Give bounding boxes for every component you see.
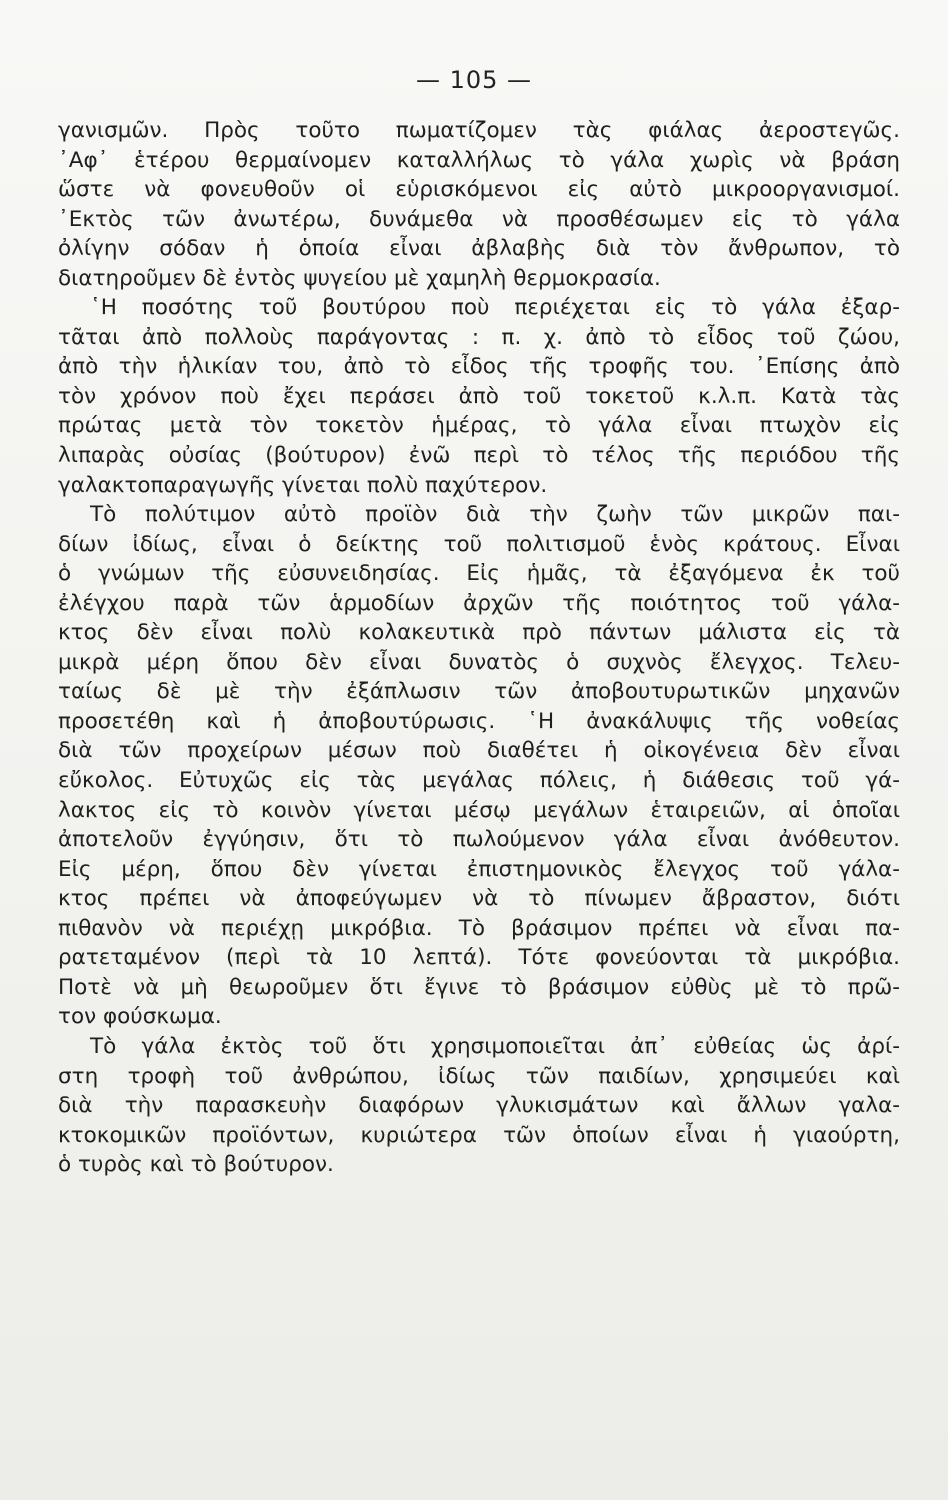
text-line: ὥστε νὰ φονευθοῦν οἱ εὑρισκόμενοι εἰς αὐτὸ μικροοργανισμοί. xyxy=(58,177,900,203)
text-line: λακτος εἰς τὸ κοινὸν γίνεται μέσῳ μεγάλων ἑταιρειῶν, αἱ ὁποῖαι xyxy=(58,797,900,823)
text-line: κτος πρέπει νὰ ἀποφεύγωμεν νὰ τὸ πίνωμεν ἄβραστον, διότι xyxy=(58,886,900,912)
body-text xyxy=(58,116,900,1180)
text-line: ρατεταμένον (περὶ τὰ 10 λεπτά). Τότε φονεύονται τὰ μικρόβια. xyxy=(58,945,900,971)
text-line: Ποτὲ νὰ μὴ θεωροῦμεν ὅτι ἔγινε τὸ βράσιμον εὐθὺς μὲ τὸ πρῶ- xyxy=(58,974,900,1000)
text-line: Εἰς μέρη, ὅπου δὲν γίνεται ἐπιστημονικὸς ἔλεγχος τοῦ γάλα- xyxy=(58,856,900,882)
text-line: γαλακτοπαραγωγῆς γίνεται πολὺ παχύτερον. xyxy=(58,472,548,498)
text-line: ἐλέγχου παρὰ τῶν ἁρμοδίων ἀρχῶν τῆς ποιότητος τοῦ γάλα- xyxy=(58,590,900,616)
page-number: — 105 — xyxy=(415,66,533,94)
text-line: διατηροῦμεν δὲ ἐντὸς ψυγείου μὲ χαμηλὴ θερμοκρασία. xyxy=(58,265,661,291)
text-line: πιθανὸν νὰ περιέχῃ μικρόβια. Τὸ βράσιμον πρέπει νὰ εἶναι πα- xyxy=(58,915,900,941)
text-line: ᾿Εκτὸς τῶν ἀνωτέρω, δυνάμεθα νὰ προσθέσωμεν εἰς τὸ γάλα xyxy=(58,206,900,232)
text-line: ῾Η ποσότης τοῦ βουτύρου ποὺ περιέχεται εἰς τὸ γάλα ἐξαρ- xyxy=(90,295,900,321)
text-line: πρώτας μετὰ τὸν τοκετὸν ἡμέρας, τὸ γάλα εἶναι πτωχὸν εἰς xyxy=(58,413,900,439)
text-line: ὁ τυρὸς καὶ τὸ βούτυρον. xyxy=(58,1152,334,1178)
text-line: τον φούσκωμα. xyxy=(58,1004,222,1030)
text-line: τὸν χρόνον ποὺ ἔχει περάσει ἀπὸ τοῦ τοκετοῦ κ.λ.π. Κατὰ τὰς xyxy=(58,383,900,409)
text-line: λιπαρὰς οὐσίας (βούτυρον) ἐνῶ περὶ τὸ τέλος τῆς περιόδου τῆς xyxy=(58,443,900,469)
text-line: μικρὰ μέρη ὅπου δὲν εἶναι δυνατὸς ὁ συχνὸς ἔλεγχος. Τελευ- xyxy=(58,649,900,675)
text-line: δίων ἰδίως, εἶναι ὁ δείκτης τοῦ πολιτισμοῦ ἑνὸς κράτους. Εἶναι xyxy=(58,531,900,557)
text-line: ἀπὸ τὴν ἡλικίαν του, ἀπὸ τὸ εἶδος τῆς τροφῆς του. ᾿Επίσης ἀπὸ xyxy=(58,354,900,380)
text-line: τᾶται ἀπὸ πολλοὺς παράγοντας : π. χ. ἀπὸ τὸ εἶδος τοῦ ζώου, xyxy=(58,324,900,350)
text-line: ὁ γνώμων τῆς εὐσυνειδησίας. Εἰς ἡμᾶς, τὰ ἐξαγόμενα ἐκ τοῦ xyxy=(58,561,900,587)
text-line: γανισμῶν. Πρὸς τοῦτο πωματίζομεν τὰς φιάλας ἀεροστεγῶς. xyxy=(58,118,900,143)
text-line: διὰ τὴν παρασκευὴν διαφόρων γλυκισμάτων καὶ ἄλλων γαλα- xyxy=(58,1093,900,1119)
text-line: κτοκομικῶν προϊόντων, κυριώτερα τῶν ὁποίων εἶναι ἡ γιαούρτη, xyxy=(58,1122,900,1148)
text-line: Τὸ γάλα ἐκτὸς τοῦ ὅτι χρησιμοποιεῖται ἀπ᾿ εὐθείας ὡς ἀρί- xyxy=(90,1033,900,1059)
text-line: προσετέθη καὶ ἡ ἀποβουτύρωσις. ῾Η ἀνακάλυψις τῆς νοθείας xyxy=(58,708,900,734)
text-line: κτος δὲν εἶναι πολὺ κολακευτικὰ πρὸ πάντων μάλιστα εἰς τὰ xyxy=(58,620,900,646)
text-line: διὰ τῶν προχείρων μέσων ποὺ διαθέτει ἡ οἰκογένεια δὲν εἶναι xyxy=(58,738,900,764)
text-line: ᾿Αφ᾿ ἑτέρου θερμαίνομεν καταλλήλως τὸ γάλα χωρὶς νὰ βράση xyxy=(58,147,900,173)
text-line: στη τροφὴ τοῦ ἀνθρώπου, ἰδίως τῶν παιδίων, χρησιμεύει καὶ xyxy=(58,1063,900,1089)
text-line: ταίως δὲ μὲ τὴν ἐξάπλωσιν τῶν ἀποβουτυρωτικῶν μηχανῶν xyxy=(58,679,900,705)
text-line: ὀλίγην σόδαν ἡ ὁποία εἶναι ἀβλαβὴς διὰ τὸν ἄνθρωπον, τὸ xyxy=(58,236,900,262)
text-line: ἀποτελοῦν ἐγγύησιν, ὅτι τὸ πωλούμενον γάλα εἶναι ἀνόθευτον. xyxy=(58,827,900,853)
text-line: εὔκολος. Εὐτυχῶς εἰς τὰς μεγάλας πόλεις, ἡ διάθεσις τοῦ γά- xyxy=(58,768,900,794)
text-line: Τὸ πολύτιμον αὐτὸ προϊὸν διὰ τὴν ζωὴν τῶν μικρῶν παι- xyxy=(90,502,900,528)
